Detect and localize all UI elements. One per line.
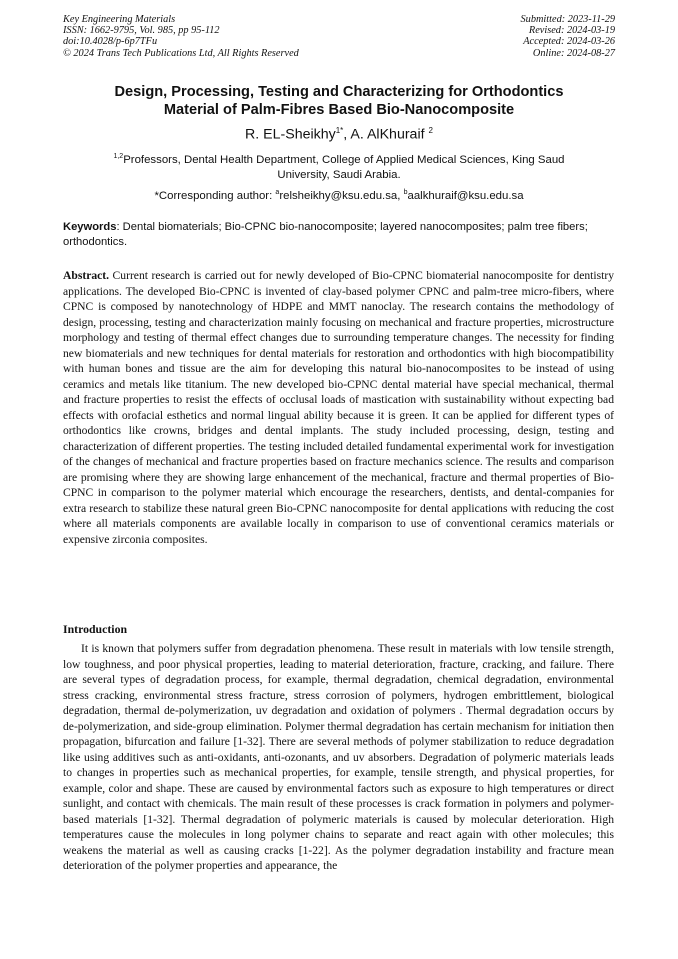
- abstract-text: Current research is carried out for newly developed of Bio-CPNC biomaterial nanocomposite for dentistry applications. The developed Bio-CPNC is invented of clay-based polymer CPNC and palm-tree micro-fibers, where CPNC is composed by nanotechnology of HDPE and MMT nanoclay. The research contains the methodology of design, processing, testing and characterization mainly focusing on mechanical and fracture properties, microstructure morphology and testing of thermal effect changes due to surrounding temperature changes. The necessity for finding new biomaterials and new techniques for dental materials for restoration and orthodontics with high biocompatibility with human bones and tissue are the aim for developing this natural bio-nanocomposites to be instead of using ceramics and metals like titanium. The new developed bio-CPNC dental material have special mechanical, thermal and fracture properties to resist the effects of occlusal loads of mastication with sustainability without expecting bad effects with orofacial esthetics and normal lingual ability because it is green. It can be applied for different types of orthodontics like crowns, bridges and dental implants. The study included processing, design, testing and characterization of different properties. The testing included detailed fundamental experimental work for investigation of the changes of mechanical and fracture properties based on fracture mechanics science. The results and comparison are promising where they are showing large enhancement of the mechanical, fracture and thermal properties of Bio-CPNC in comparison to the polymer material which encourage the researchers, dentists, and dental-companies for extra research to stabilize these natural green Bio-CPNC nanocomposite for dental applications with reducing the cost where all materials components are available locally in comparison to use of conventional ceramics materials or expensive zirconia composites.: [63, 269, 614, 546]
- email-separator: ,: [397, 189, 404, 202]
- author-1-marker: 1*: [335, 126, 344, 135]
- author-separator: ,: [343, 126, 351, 143]
- title-line-2: Material of Palm-Fibres Based Bio-Nanocomposite: [163, 102, 515, 118]
- email-a-link[interactable]: relsheikhy@ksu.edu.sa: [279, 189, 398, 202]
- introduction-paragraph: It is known that polymers suffer from degradation phenomena. These result in materials with low tensile strength, low toughness, and poor physical properties, leading to material deterioration, fracture, cracking, and failure. There are several types of degradation process, for example, thermal degradation, chemical degradation, environmental stress cracking, environmental stress fracture, stress corrosion of polymers, hydrogen embrittlement, biological degradation, thermal de-polymerization, uv degradation and oxidation of polymers . Thermal degradation occurs by de-polymerization, and side-group elimination. Polymer thermal degradation has certain mechanism for initiation then propagation, bifurcation and failure [1-32]. There are several methods of polymer stabilization to reduce degradation like using additives such as anti-oxidants, anti-ozonants, and uv absorbers. Degradation of polymeric materials leads to changes in properties such as mechanical properties, for example, tensile strength, and physical properties, for example, color and shape. These are caused by environmental factors such as exposure to high temperatures or direct sunlight, and contact with chemicals. The main result of these processes is crack formation in polymers and polymer-based materials [1-32]. Thermal degradation of polymeric materials is caused by molecular deterioration. High temperatures cause the molecules in long polymer chains to separate and react again with other molecules; this weakens the material as well as causing cracks [1-22]. As the polymer degradation instability and fracture mean deterioration of the polymer properties and appearance, the: [63, 642, 614, 872]
- email-b-marker: b: [403, 189, 408, 196]
- doi[interactable]: doi:10.4028/p-6p7TFu: [63, 36, 158, 48]
- journal-info: [63, 14, 299, 59]
- paper-title: [40, 83, 638, 119]
- author-1: R. EL-Sheikhy: [245, 126, 336, 143]
- keywords-label: Keywords: [63, 221, 117, 233]
- online-date: Online: 2024-08-27: [532, 47, 615, 59]
- issn: ISSN: 1662-9795, Vol. 985, pp 95-112: [63, 25, 220, 37]
- submitted-date: Submitted: 2023-11-29: [520, 14, 615, 25]
- affiliation-text: Professors, Dental Health Department, College of Applied Medical Sciences, King Saud University, Saudi Arabia.: [123, 153, 565, 181]
- affiliation-marker: 1,2: [113, 153, 124, 160]
- author-list: [40, 122, 638, 144]
- journal-name: Key Engineering Materials: [63, 14, 176, 25]
- keywords-text: : Dental biomaterials; Bio-CPNC bio-nanocomposite; layered nanocomposites; palm tree fibers; orthodontics.: [63, 221, 588, 248]
- corresponding-label: *Corresponding author:: [154, 189, 276, 202]
- title-line-1: Design, Processing, Testing and Characterizing for Orthodontics: [114, 84, 564, 100]
- author-2-marker: 2: [428, 126, 433, 135]
- email-b-link[interactable]: aalkhuraif@ksu.edu.sa: [407, 189, 524, 202]
- corresponding-author: [40, 186, 638, 204]
- copyright: © 2024 Trans Tech Publications Ltd, All Rights Reserved: [63, 47, 299, 59]
- revised-date: Revised: 2024-03-19: [528, 25, 615, 37]
- accepted-date: Accepted: 2024-03-26: [523, 36, 615, 48]
- publication-dates: [521, 14, 615, 59]
- affiliation: [100, 150, 578, 182]
- introduction-heading: Introduction: [63, 622, 128, 636]
- abstract-section: [63, 268, 614, 547]
- email-a-marker: a: [275, 189, 280, 196]
- author-2: A. AlKhuraif: [350, 126, 425, 143]
- keywords-section: [63, 220, 614, 250]
- abstract-label: Abstract.: [63, 269, 110, 282]
